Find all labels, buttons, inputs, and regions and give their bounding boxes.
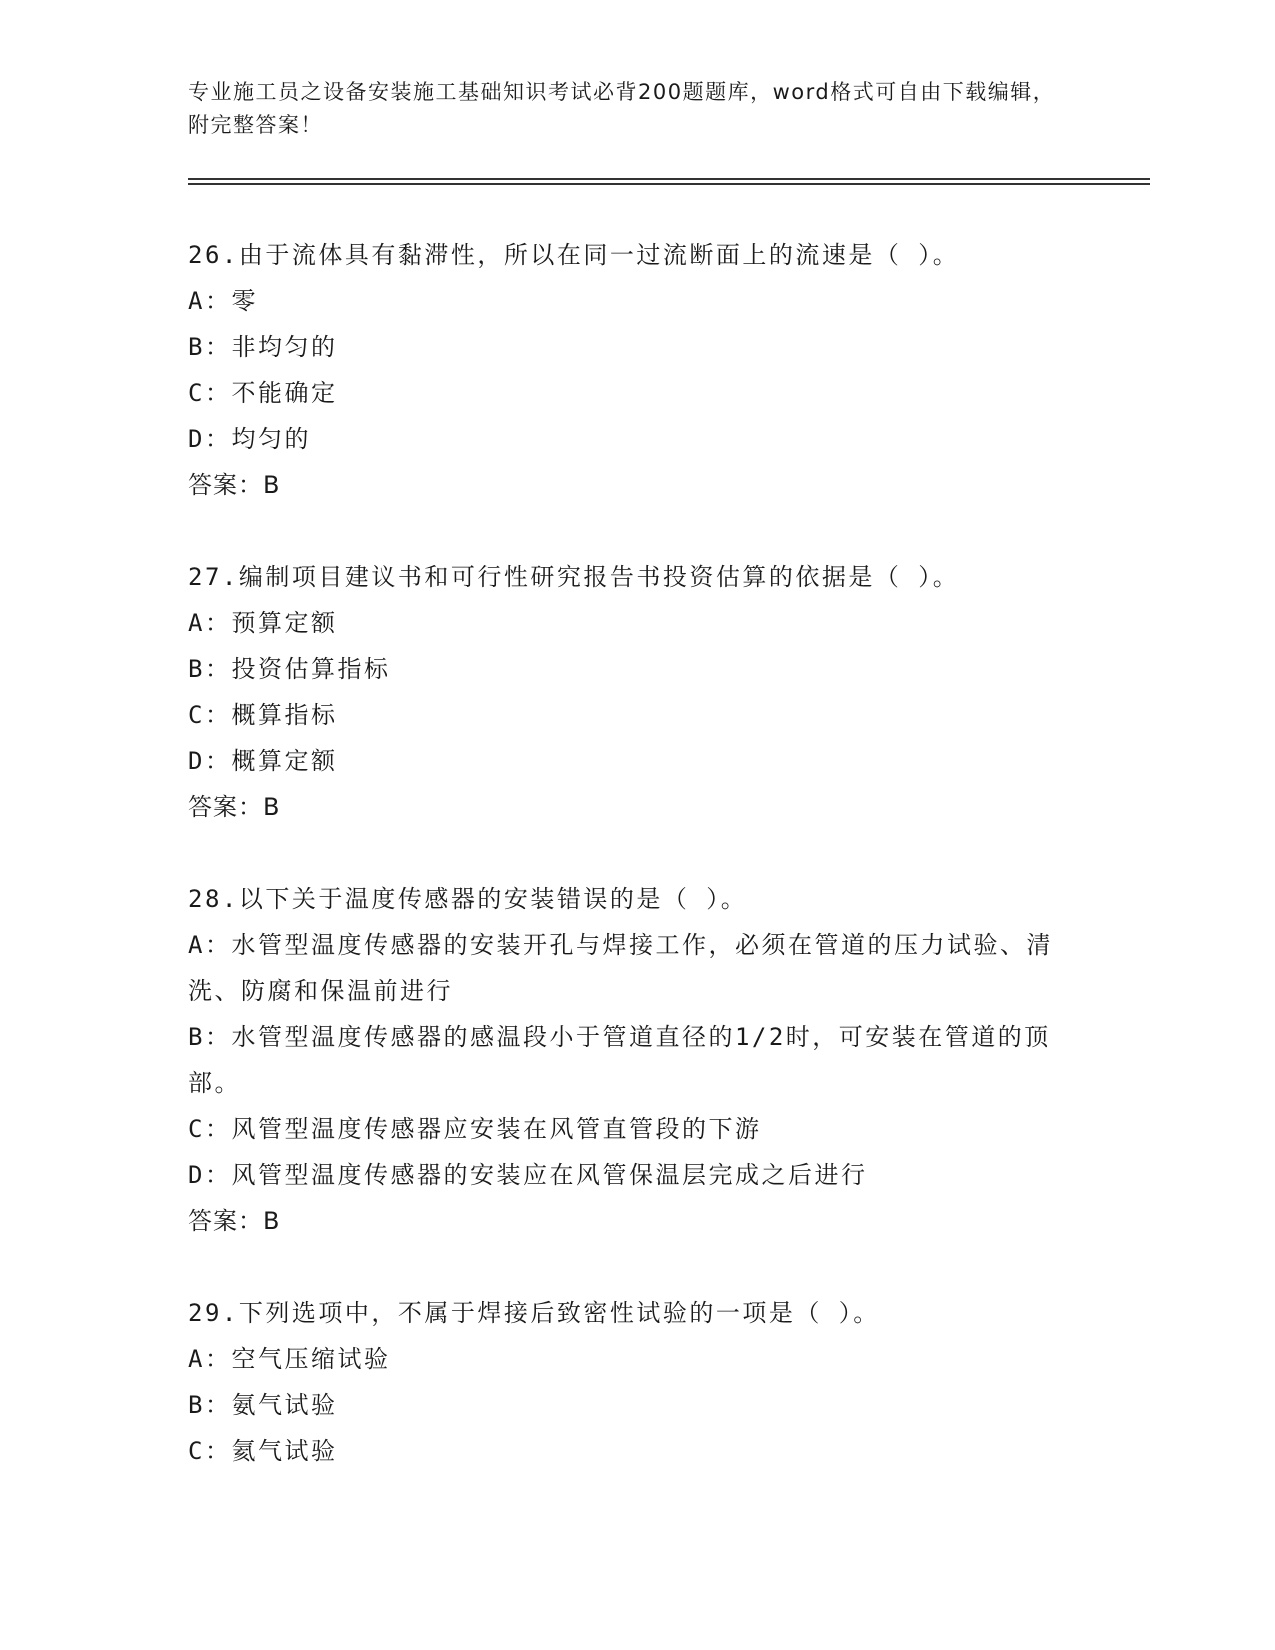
document-header: 专业施工员之设备安装施工基础知识考试必背200题题库，word格式可自由下载编辑，附完整答案！ (188, 80, 1056, 137)
option-a: A：预算定额 (188, 609, 338, 637)
question-stem: 27.编制项目建议书和可行性研究报告书投资估算的依据是（ ）。 (188, 563, 960, 591)
answer: 答案：B (188, 1207, 281, 1235)
header-divider-second (188, 183, 1150, 185)
option-c: C：不能确定 (188, 379, 338, 407)
question-28 (188, 876, 1088, 1244)
header-divider (188, 178, 1150, 180)
question-29 (188, 1290, 1088, 1474)
option-d: D：概算定额 (188, 747, 338, 775)
option-a: A：零 (188, 287, 258, 315)
option-c: C：概算指标 (188, 701, 338, 729)
option-c: C：风管型温度传感器应安装在风管直管段的下游 (188, 1115, 762, 1143)
option-a: A：空气压缩试验 (188, 1345, 391, 1373)
option-b: B：氨气试验 (188, 1391, 338, 1419)
option-b: B：非均匀的 (188, 333, 338, 361)
question-stem: 28.以下关于温度传感器的安装错误的是（ ）。 (188, 885, 748, 913)
question-list (188, 232, 1088, 1520)
answer: 答案：B (188, 471, 281, 499)
question-stem: 29.下列选项中，不属于焊接后致密性试验的一项是（ ）。 (188, 1299, 880, 1327)
question-27 (188, 554, 1088, 830)
option-b: B：水管型温度传感器的感温段小于管道直径的1/2时，可安装在管道的顶部。 (188, 1023, 1051, 1097)
question-26 (188, 232, 1088, 508)
answer: 答案：B (188, 793, 281, 821)
question-stem: 26.由于流体具有黏滞性，所以在同一过流断面上的流速是（ ）。 (188, 241, 960, 269)
option-b: B：投资估算指标 (188, 655, 391, 683)
option-d: D：均匀的 (188, 425, 311, 453)
option-c: C：氦气试验 (188, 1437, 338, 1465)
option-d: D：风管型温度传感器的安装应在风管保温层完成之后进行 (188, 1161, 868, 1189)
option-a: A：水管型温度传感器的安装开孔与焊接工作，必须在管道的压力试验、清洗、防腐和保温前进行 (188, 931, 1053, 1005)
